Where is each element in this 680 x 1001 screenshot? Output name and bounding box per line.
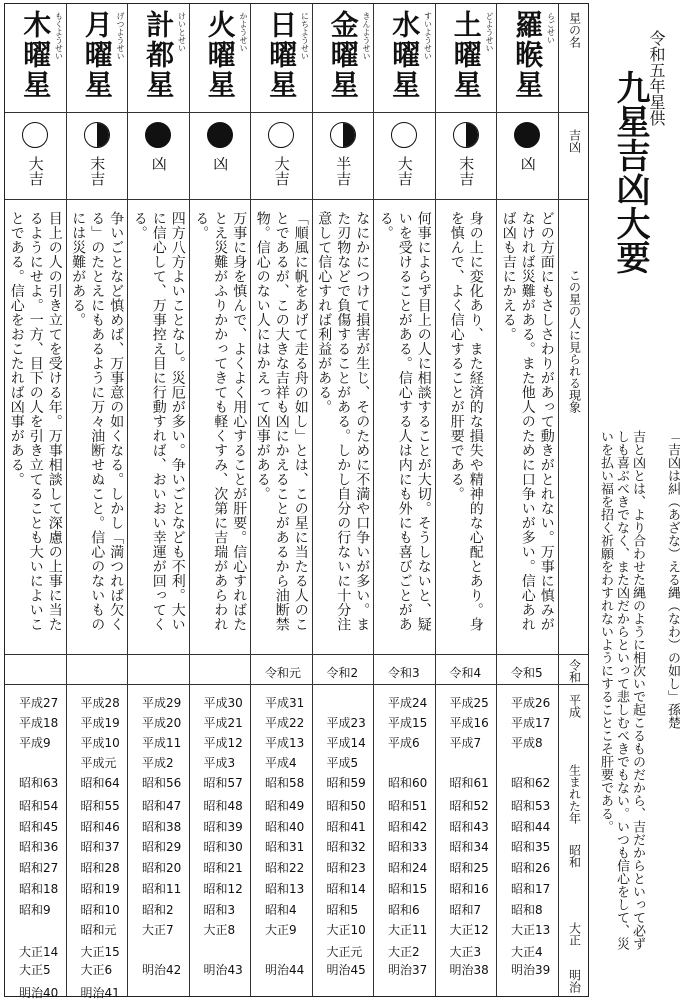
description: [131, 211, 186, 651]
star-ruby: きんようせい: [362, 12, 371, 60]
birth-year: 昭和54: [19, 799, 59, 813]
birth-year: 明治39: [511, 963, 551, 977]
birth-year: 昭和49: [265, 799, 305, 813]
fortune-text: 凶: [518, 156, 537, 171]
star-name-text: 日曜星: [265, 10, 299, 100]
birth-year: 平成15: [388, 716, 428, 730]
birth-year: 昭和29: [142, 840, 182, 854]
birth-year: 平成31: [265, 696, 305, 710]
fortune: [374, 156, 435, 186]
star-name-text: 木曜星: [19, 10, 53, 100]
birth-year: 令和2: [326, 666, 359, 680]
birth-year: 大正11: [388, 923, 428, 937]
birth-year: 昭和55: [80, 799, 120, 813]
birth-year: 平成12: [203, 736, 243, 750]
description-text: 「順風に帆をあげて走る舟の如し」とは、この星に当たる人のことであるが、この大きな吉祥も凶にかえることがあるから油断禁物。信心のない人にはかえって凶事がある。: [254, 211, 309, 632]
birth-year: 平成3: [203, 756, 236, 770]
star-name-text: 月曜星: [80, 10, 114, 100]
birth-year: 昭和21: [203, 861, 243, 875]
birth-year: 平成14: [326, 736, 366, 750]
description: [500, 211, 555, 651]
birth-year: 平成4: [265, 756, 297, 770]
birth-year: 昭和31: [265, 840, 305, 854]
birth-year: 昭和32: [326, 840, 366, 854]
birth-year: 昭和44: [511, 820, 551, 834]
description-text: 身の上に変化あり、また経済的な損失や精神的な心配とあり。身を慎んで、よく信心することが肝要である。: [448, 211, 484, 632]
description-text: 目上の人の引き立てを受ける年。万事相談して深慮の上事に当たるようにせよ。一方、目下の人を引き立てることも大いによいことである。信心をおこたれば凶事がある。: [8, 211, 63, 632]
birth-year: 昭和33: [388, 840, 428, 854]
era-reiwa: 令和: [567, 659, 582, 683]
birth-year: 昭和51: [388, 799, 428, 813]
birth-year: 昭和24: [388, 861, 428, 875]
birth-year: 平成11: [142, 736, 182, 750]
birth-year: 平成元: [80, 756, 117, 770]
description-text: 何事によらず目上の人に相談することが大切。そうしないと、疑いを受けることがある。信心する人は内にも外にも喜びごとがある。: [377, 211, 432, 632]
fortune: [5, 156, 66, 186]
birth-year: 大正4: [511, 945, 543, 959]
star-column: [190, 4, 252, 996]
born-year-label: 生まれた年: [567, 764, 582, 824]
header-column: [559, 4, 591, 996]
fortune-text: 大吉: [272, 156, 291, 186]
birth-year: 昭和11: [142, 882, 182, 896]
description-text: なにかにつけて損害が生じ、そのために不満や口争いが多い。また刃物などで負傷することがある。しかし自分の行ないに十分注意して信心すれば利益がある。: [316, 211, 371, 632]
birth-year: 昭和47: [142, 799, 182, 813]
birth-year: 昭和12: [203, 882, 243, 896]
star-name-text: 火曜星: [203, 10, 237, 100]
description-label: この星の人に見られる現象: [567, 269, 582, 413]
birth-year: 昭和63: [19, 776, 59, 790]
empty-circle-symbol-icon: [22, 122, 48, 148]
birth-year: 昭和48: [203, 799, 243, 813]
birth-year: 昭和43: [449, 820, 489, 834]
star-ruby: すいようせい: [423, 12, 433, 60]
birth-year: 昭和2: [142, 903, 174, 917]
birth-year: 昭和61: [449, 776, 489, 790]
birth-year: 昭和39: [203, 820, 243, 834]
era-meiji: 明治: [567, 969, 582, 993]
birth-year: 平成7: [449, 736, 482, 750]
birth-year: 明治45: [326, 963, 366, 977]
star-column: [128, 4, 190, 996]
birth-year: 昭和57: [203, 776, 243, 790]
birth-year: 昭和20: [142, 861, 182, 875]
birth-year: 昭和52: [449, 799, 489, 813]
star-ruby: かようせい: [239, 12, 248, 52]
birth-year: 大正12: [449, 923, 489, 937]
birth-year: 大正3: [449, 945, 482, 959]
fortune: [67, 156, 128, 186]
birth-year: 昭和64: [80, 776, 120, 790]
birth-year: 平成23: [326, 716, 366, 730]
title-area: [595, 0, 680, 1000]
description: [439, 211, 494, 651]
birth-year: 大正8: [203, 923, 236, 937]
description-text: 四方八方よいことなし。災厄が多い。争いごとなども不利。大いに信心して、万事控え目に行動すれば、おいおい幸運が回ってくる。: [131, 211, 186, 632]
birth-year: 平成25: [449, 696, 489, 710]
birth-year: 平成5: [326, 756, 359, 770]
description-text: 万事に身を慎んで、よくよく用心することが肝要。信心すればたとえ災難がふりかかってきても軽くすみ、次第に吉瑞があらわれる。: [193, 211, 248, 632]
birth-year: 昭和14: [326, 882, 366, 896]
birth-year: 大正9: [265, 923, 297, 937]
birth-year: 昭和7: [449, 903, 482, 917]
birth-year: 平成27: [19, 696, 59, 710]
description-text: 争いごとなど慎めば、万事意の如くなる。しかし「満つれば欠くる」のたとえにもあるように万々油断せぬこと。信心のないものには災難がある。: [70, 211, 125, 632]
birth-year: 大正7: [142, 923, 174, 937]
fortune: [128, 156, 189, 171]
birth-year: 昭和18: [19, 882, 59, 896]
fortune-text: 末吉: [88, 156, 107, 186]
fortune-text: 凶: [211, 156, 230, 171]
fortune-text: 凶: [149, 156, 168, 171]
birth-year: 昭和42: [388, 820, 428, 834]
star-column: [374, 4, 436, 996]
fortune: [313, 156, 374, 186]
birth-year: 昭和36: [19, 840, 59, 854]
star-column: [251, 4, 313, 996]
birth-year: 昭和19: [80, 882, 120, 896]
star-label: 星の名: [567, 12, 582, 48]
birth-year: 昭和45: [19, 820, 59, 834]
fortune-label: 吉凶: [567, 129, 582, 153]
birth-year: 昭和23: [326, 861, 366, 875]
birth-year: 昭和8: [511, 903, 543, 917]
star-ruby: げつようせい: [116, 12, 125, 60]
birth-year: 大正10: [326, 923, 366, 937]
star-column: [5, 4, 67, 1000]
star-column: [497, 4, 559, 996]
birth-year: 昭和27: [19, 861, 59, 875]
description-text: どの方面にもさしさわりがあって動きがとれない。万事に慎みがなければ災難がある。また他人のために口争いが多い。信心あれば凶も吉にかえる。: [500, 211, 555, 632]
birth-year: 平成30: [203, 696, 243, 710]
birth-year: 平成28: [80, 696, 120, 710]
star-ruby: らごせい: [546, 12, 556, 44]
birth-year: 昭和59: [326, 776, 366, 790]
era-taisho: 大正: [567, 922, 582, 946]
birth-year: 明治44: [265, 963, 305, 977]
birth-year: 昭和58: [265, 776, 305, 790]
birth-year: 昭和30: [203, 840, 243, 854]
birth-year: 大正元: [326, 945, 363, 959]
birth-year: 平成26: [511, 696, 551, 710]
birth-year: 昭和50: [326, 799, 366, 813]
birth-year: 平成8: [511, 736, 543, 750]
star-name-text: 羅睺星: [511, 10, 545, 100]
birth-year: 大正13: [511, 923, 551, 937]
birth-year: 平成6: [388, 736, 420, 750]
birth-year: 昭和56: [142, 776, 182, 790]
full-moon-symbol-icon: [207, 122, 233, 148]
birth-year: 令和元: [265, 666, 302, 680]
fortune: [497, 156, 558, 171]
description: [70, 211, 125, 651]
fortune-text: 大吉: [26, 156, 45, 186]
star-column: [313, 4, 375, 996]
birth-year: 明治40: [19, 986, 59, 1000]
fortune: [251, 156, 312, 186]
birth-year: 明治37: [388, 963, 428, 977]
birth-year: 平成19: [80, 716, 120, 730]
description: [316, 211, 371, 651]
birth-year: 令和3: [388, 666, 420, 680]
birth-year: 昭和28: [80, 861, 120, 875]
birth-year: 平成22: [265, 716, 305, 730]
star-ruby: にちようせい: [300, 12, 310, 60]
birth-year: 昭和3: [203, 903, 236, 917]
birth-year: 平成29: [142, 696, 182, 710]
empty-circle-symbol-icon: [391, 122, 417, 148]
star-name-text: 土曜星: [449, 10, 483, 100]
birth-year: 昭和16: [449, 882, 489, 896]
birth-year: 平成20: [142, 716, 182, 730]
birth-year: 昭和35: [511, 840, 551, 854]
birth-year: 昭和4: [265, 903, 297, 917]
birth-year: 大正5: [19, 963, 51, 977]
birth-year: 明治43: [203, 963, 243, 977]
birth-year: 昭和40: [265, 820, 305, 834]
title-sub: 令和五年星供: [647, 30, 666, 126]
title-body: 吉と凶とは、より合わせた縄のように相次いで起こるものだから、吉だからといって必ずしも喜ぶべきでなく、また凶だからといって悲しむべきでもない。いつも信心をして、災いを払い福を招く祈願をわすれないようにすることこそ肝要である。: [598, 430, 645, 950]
half-moon-symbol-icon: [84, 122, 110, 148]
birth-year: 昭和62: [511, 776, 551, 790]
star-ruby: どようせい: [485, 12, 494, 52]
star-name-text: 水曜星: [388, 10, 422, 100]
birth-year: 昭和22: [265, 861, 305, 875]
birth-year: 昭和15: [388, 882, 428, 896]
fortune-text: 半吉: [334, 156, 353, 186]
page-title: 九星吉凶大要: [610, 70, 650, 274]
fortune: [190, 156, 251, 171]
description: [193, 211, 248, 651]
description: [254, 211, 309, 651]
birth-year: 昭和25: [449, 861, 489, 875]
star-name-text: 計都星: [142, 10, 176, 100]
fortune-text: 末吉: [457, 156, 476, 186]
birth-year: 明治38: [449, 963, 489, 977]
birth-year: 昭和17: [511, 882, 551, 896]
birth-year: 昭和53: [511, 799, 551, 813]
birth-year: 大正14: [19, 945, 59, 959]
birth-year: 平成24: [388, 696, 428, 710]
full-moon-symbol-icon: [145, 122, 171, 148]
birth-year: 昭和37: [80, 840, 120, 854]
empty-circle-symbol-icon: [268, 122, 294, 148]
birth-year: 平成9: [19, 736, 51, 750]
birth-year: 大正15: [80, 945, 120, 959]
birth-year: 昭和41: [326, 820, 366, 834]
birth-year: 平成2: [142, 756, 174, 770]
birth-year: 昭和元: [80, 923, 117, 937]
era-heisei: 平成: [567, 694, 582, 718]
birth-year: 昭和60: [388, 776, 428, 790]
birth-year: 平成10: [80, 736, 120, 750]
description: [8, 211, 63, 651]
description: [377, 211, 432, 651]
full-moon-symbol-icon: [514, 122, 540, 148]
birth-year: 昭和38: [142, 820, 182, 834]
birth-year: 令和5: [511, 666, 543, 680]
half-moon-symbol-icon: [453, 122, 479, 148]
birth-year: 平成16: [449, 716, 489, 730]
birth-year: 平成21: [203, 716, 243, 730]
quote: 「吉凶は糾（あざな）える縄（なわ）の如し」孫楚: [665, 430, 680, 729]
star-column: [436, 4, 498, 996]
birth-year: 明治42: [142, 963, 182, 977]
birth-year: 昭和34: [449, 840, 489, 854]
birth-year: 平成13: [265, 736, 305, 750]
star-column: [67, 4, 129, 1000]
birth-year: 平成17: [511, 716, 551, 730]
birth-year: 昭和46: [80, 820, 120, 834]
birth-year: 昭和10: [80, 903, 120, 917]
birth-year: 昭和6: [388, 903, 420, 917]
birth-year: 昭和5: [326, 903, 359, 917]
fortune: [436, 156, 497, 186]
birth-year: 平成18: [19, 716, 59, 730]
birth-year: 大正6: [80, 963, 113, 977]
star-name-text: 金曜星: [326, 10, 360, 100]
star-ruby: けいとせい: [177, 12, 187, 52]
birth-year: 昭和13: [265, 882, 305, 896]
birth-year: 大正2: [388, 945, 420, 959]
fortune-text: 大吉: [395, 156, 414, 186]
birth-year: 昭和9: [19, 903, 51, 917]
birth-year: 昭和26: [511, 861, 551, 875]
era-showa: 昭和: [567, 844, 582, 868]
half-moon-symbol-icon: [330, 122, 356, 148]
kyusei-table: [4, 3, 589, 1000]
birth-year: 明治41: [80, 986, 120, 1000]
birth-year: 令和4: [449, 666, 482, 680]
star-ruby: もくようせい: [54, 12, 64, 60]
